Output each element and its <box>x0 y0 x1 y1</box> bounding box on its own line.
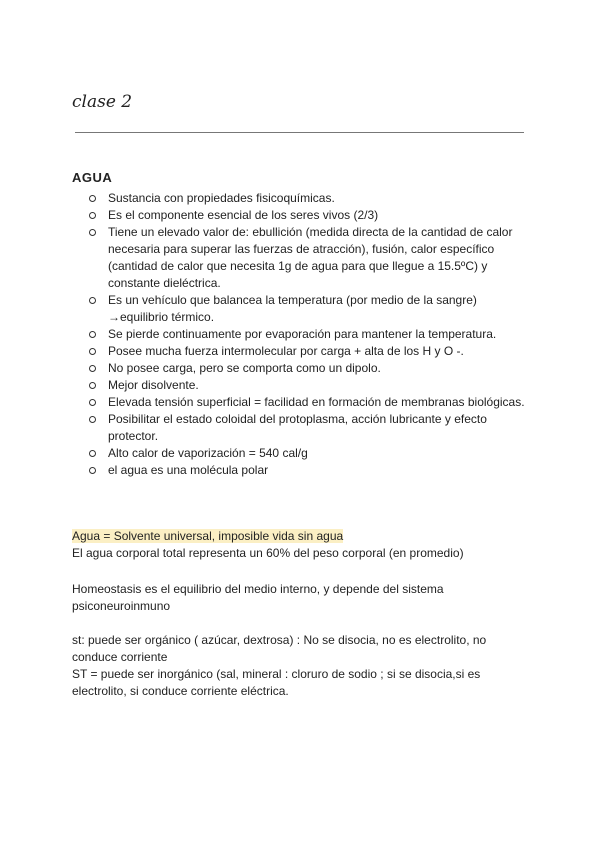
list-item: No posee carga, pero se comporta como un dipolo. <box>72 360 532 377</box>
list-item: Elevada tensión superficial = facilidad en formación de membranas biológicas. <box>72 394 532 411</box>
list-item: Posibilitar el estado coloidal del protoplasma, acción lubricante y efecto protector. <box>72 411 532 445</box>
list-item: Alto calor de vaporización = 540 cal/g <box>72 445 532 462</box>
st-organic-paragraph: st: puede ser orgánico ( azúcar, dextrosa) : No se disocia, no es electrolito, no conduce corriente <box>72 633 487 664</box>
list-item: el agua es una molécula polar <box>72 462 532 479</box>
list-item: Tiene un elevado valor de: ebullición (medida directa de la cantidad de calor necesaria para superar las fuerzas de atracción), fusión, calor específico (cantidad de calor que necesita 1g de agua para que llegue a 15.5ºC) y constante dieléctrica. <box>72 224 532 292</box>
body-water-line: El agua corporal total representa un 60% del peso corporal (en promedio) <box>72 546 464 560</box>
section-heading: AGUA <box>72 170 113 185</box>
highlight-text: Agua = Solvente universal, imposible vida sin agua <box>72 529 344 543</box>
list-item: Es un vehículo que balancea la temperatura (por medio de la sangre) →equilibrio térmico. <box>72 292 532 326</box>
homeostasis-paragraph: Homeostasis es el equilibrio del medio interno, y depende del sistema psiconeuroinmuno <box>72 582 444 613</box>
list-item: Posee mucha fuerza intermolecular por carga + alta de los H y O -. <box>72 343 532 360</box>
list-item: Se pierde continuamente por evaporación para mantener la temperatura. <box>72 326 532 343</box>
list-item: Sustancia con propiedades fisicoquímicas. <box>72 190 532 207</box>
st-inorganic-paragraph: ST = puede ser inorgánico (sal, mineral : cloruro de sodio ; si se disocia,si es electrolito, si conduce corriente eléctrica. <box>72 667 481 698</box>
list-item: Es el componente esencial de los seres vivos (2/3) <box>72 207 532 224</box>
bullet-list <box>72 190 532 479</box>
highlighted-line <box>72 528 532 545</box>
page-title: clase 2 <box>72 92 133 112</box>
horizontal-divider <box>75 132 524 133</box>
list-item: Mejor disolvente. <box>72 377 532 394</box>
